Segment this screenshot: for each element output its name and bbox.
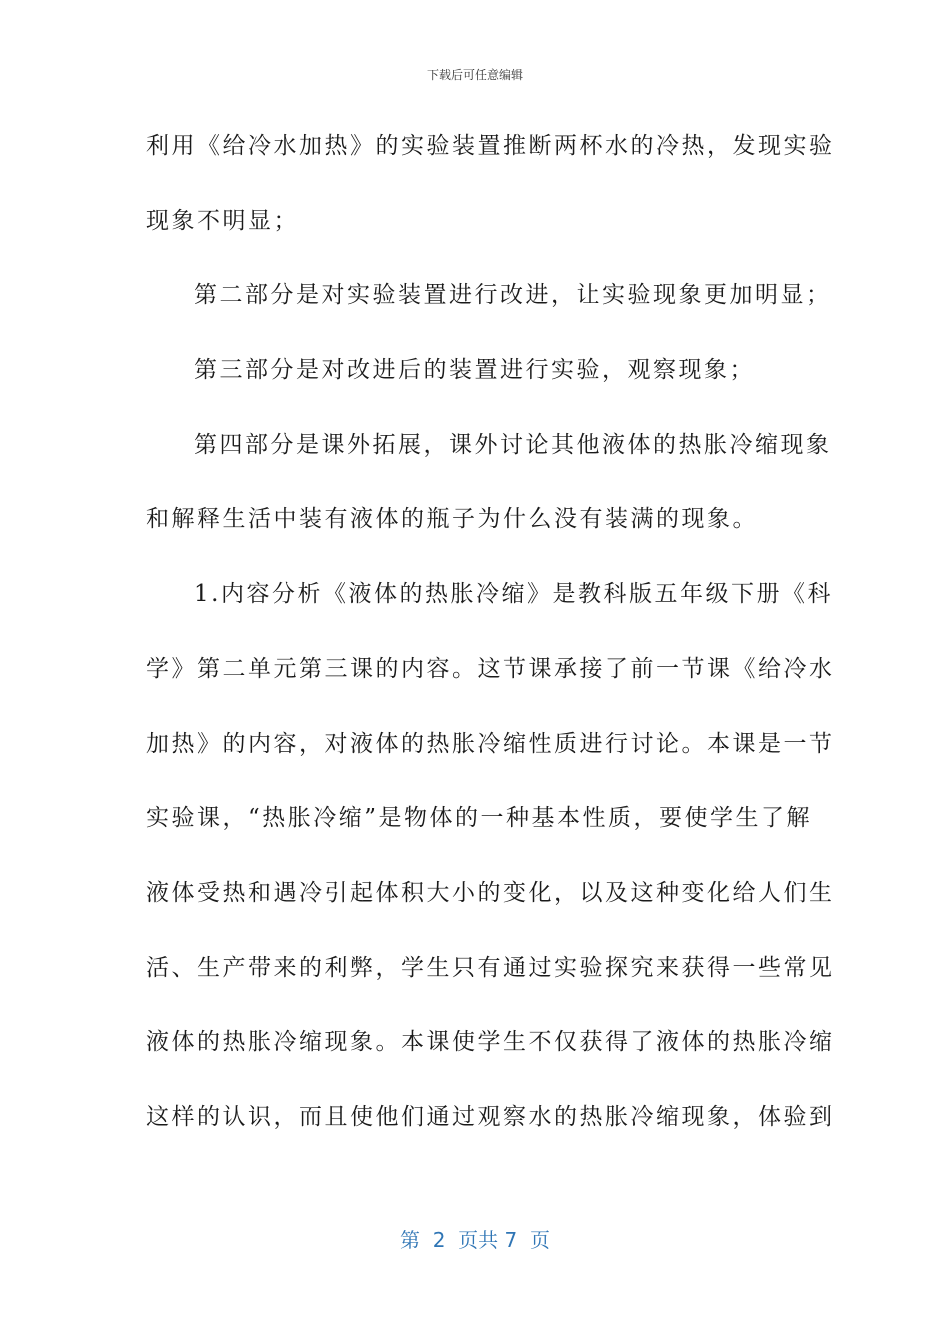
text-line: 第二部分是对实验装置进行改进，让实验现象更加明显； bbox=[194, 282, 832, 309]
text-line: 实验课，“热胀冷缩”是物体的一种基本性质，要使学生了解 bbox=[146, 805, 813, 832]
text-line: 1.内容分析《液体的热胀冷缩》是教科版五年级下册《科 bbox=[194, 581, 833, 608]
page-number: 第 2 页共 7 页 bbox=[400, 1228, 550, 1252]
text-line: 液体受热和遇冷引起体积大小的变化，以及这种变化给人们生 bbox=[146, 879, 835, 906]
page-header-note: 下载后可任意编辑 bbox=[426, 68, 523, 82]
text-line: 液体的热胀冷缩现象。本课使学生不仅获得了液体的热胀冷缩 bbox=[146, 1029, 835, 1056]
text-line: 第三部分是对改进后的装置进行实验，观察现象； bbox=[194, 357, 755, 384]
text-line: 这样的认识，而且使他们通过观察水的热胀冷缩现象，体验到 bbox=[146, 1103, 835, 1130]
text-line: 现象不明显； bbox=[146, 207, 299, 234]
text-line: 第四部分是课外拓展，课外讨论其他液体的热胀冷缩现象 bbox=[194, 431, 832, 458]
text-line: 和解释生活中装有液体的瓶子为什么没有装满的现象。 bbox=[146, 506, 758, 533]
text-line: 活、生产带来的利弊，学生只有通过实验探究来获得一些常见 bbox=[146, 954, 835, 981]
text-line: 学》第二单元第三课的内容。这节课承接了前一节课《给冷水 bbox=[146, 655, 835, 682]
text-line: 利用《给冷水加热》的实验装置推断两杯水的冷热，发现实验 bbox=[146, 133, 835, 159]
text-line: 加热》的内容，对液体的热胀冷缩性质进行讨论。本课是一节 bbox=[146, 730, 835, 757]
document-body bbox=[146, 116, 835, 1162]
